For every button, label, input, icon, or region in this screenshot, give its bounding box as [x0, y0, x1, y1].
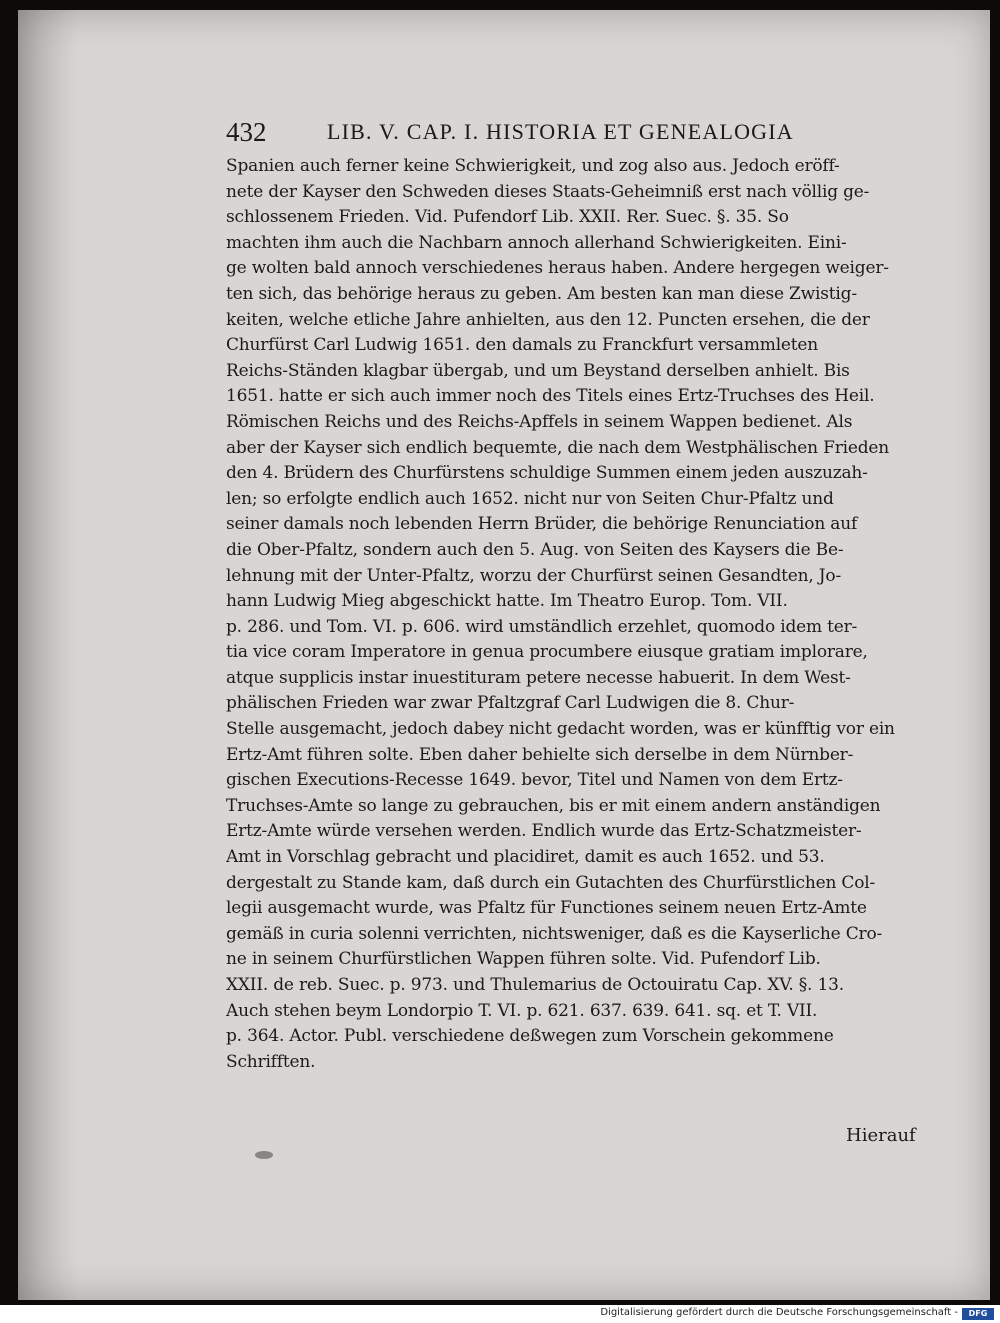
text-line: aber der Kayser sich endlich bequemte, die nach dem Westphälischen Frieden: [226, 437, 890, 458]
text-line: lehnung mit der Unter-Pfaltz, worzu der Churfürst seinen Gesandten, Jo-: [226, 565, 841, 586]
text-line: schlossenem Frieden. Vid. Pufendorf Lib. XXII. Rer. Suec. §. 35. So: [226, 207, 789, 228]
text-line: len; so erfolgte endlich auch 1652. nicht nur von Seiten Chur-Pfaltz und: [226, 488, 834, 509]
funding-credit: Digitalisierung gefördert durch die Deutsche Forschungsgemeinschaft -: [600, 1307, 958, 1318]
text-line: machten ihm auch die Nachbarn annoch allerhand Schwierigkeiten. Eini-: [226, 232, 847, 253]
footer: [0, 1305, 1000, 1323]
text-line: Churfürst Carl Ludwig 1651. den damals zu Franckfurt versammleten: [226, 335, 819, 356]
text-line: Truchses-Amte so lange zu gebrauchen, bis er mit einem andern anständigen: [226, 795, 881, 816]
text-line: keiten, welche etliche Jahre anhielten, aus den 12. Puncten ersehen, die der: [226, 309, 870, 330]
gutter-shadow: [18, 10, 78, 1300]
text-line: p. 364. Actor. Publ. verschiedene deßwegen zum Vorschein gekommene: [226, 1026, 834, 1047]
text-line: nete der Kayser den Schweden dieses Staats-Geheimniß erst nach völlig ge-: [226, 181, 870, 202]
text-line: tia vice coram Imperatore in genua procumbere eiusque gratiam implorare,: [226, 642, 868, 663]
text-line: hann Ludwig Mieg abgeschickt hatte. Im Theatro Europ. Tom. VII.: [226, 591, 788, 612]
text-line: Auch stehen beym Londorpio T. VI. p. 621. 637. 639. 641. sq. et T. VII.: [226, 1000, 818, 1021]
text-line: den 4. Brüdern des Churfürstens schuldige Summen einem jeden auszuzah-: [226, 463, 868, 484]
dfg-logo: DFG: [962, 1308, 994, 1320]
text-line: legii ausgemacht wurde, was Pfaltz für Functiones seinem neuen Ertz-Amte: [226, 898, 867, 919]
catchword: Hierauf: [846, 1125, 916, 1146]
text-line: ten sich, das behörige heraus zu geben. Am besten kan man diese Zwistig-: [226, 283, 857, 304]
page-number: 432: [226, 117, 267, 147]
running-head: LIB. V. CAP. I. HISTORIA ET GENEALOGIA: [327, 119, 794, 144]
text-line: ne in seinem Churfürstlichen Wappen führen solte. Vid. Pufendorf Lib.: [226, 949, 821, 970]
text-line: gischen Executions-Recesse 1649. bevor, Titel und Namen von dem Ertz-: [226, 770, 843, 791]
text-line: p. 286. und Tom. VI. p. 606. wird umständlich erzehlet, quomodo idem ter-: [226, 616, 858, 637]
text-line: Ertz-Amte würde versehen werden. Endlich wurde das Ertz-Schatzmeister-: [226, 821, 862, 842]
text-line: seiner damals noch lebenden Herrn Brüder, die behörige Renunciation auf: [226, 514, 858, 535]
text-line: Spanien auch ferner keine Schwierigkeit, und zog also aus. Jedoch eröff-: [226, 156, 840, 176]
text-line: phälischen Frieden war zwar Pfaltzgraf Carl Ludwigen die 8. Chur-: [226, 693, 795, 714]
ink-smudge: [255, 1151, 273, 1159]
text-line: atque supplicis instar inuestituram petere necesse habuerit. In dem West-: [226, 667, 851, 688]
text-line: Ertz-Amt führen solte. Eben daher behielte sich derselbe in dem Nürnber-: [226, 744, 854, 765]
page-header: [226, 117, 812, 149]
text-line: Schrifften.: [226, 1051, 316, 1072]
text-line: dergestalt zu Stande kam, daß durch ein Gutachten des Churfürstlichen Col-: [226, 872, 876, 893]
text-line: ge wolten bald annoch verschiedenes heraus haben. Andere hergegen weiger-: [226, 258, 889, 279]
text-line: Amt in Vorschlag gebracht und placidiret, damit es auch 1652. und 53.: [226, 847, 825, 868]
text-line: 1651. hatte er sich auch immer noch des Titels eines Ertz-Truchses des Heil.: [226, 386, 875, 407]
text-line: Reichs-Ständen klagbar übergab, und um Beystand derselben anhielt. Bis: [226, 360, 850, 381]
body-text: [226, 154, 926, 1075]
text-line: die Ober-Pfaltz, sondern auch den 5. Aug. von Seiten des Kaysers die Be-: [226, 539, 844, 560]
text-line: Römischen Reichs und des Reichs-Apffels in seinem Wappen bedienet. Als: [226, 411, 853, 432]
text-line: gemäß in curia solenni verrichten, nichtsweniger, daß es die Kayserliche Cro-: [226, 923, 883, 944]
text-line: XXII. de reb. Suec. p. 973. und Thulemarius de Octouiratu Cap. XV. §. 13.: [226, 975, 844, 995]
text-line: Stelle ausgemacht, jedoch dabey nicht gedacht worden, was er künfftig vor ein: [226, 719, 895, 740]
